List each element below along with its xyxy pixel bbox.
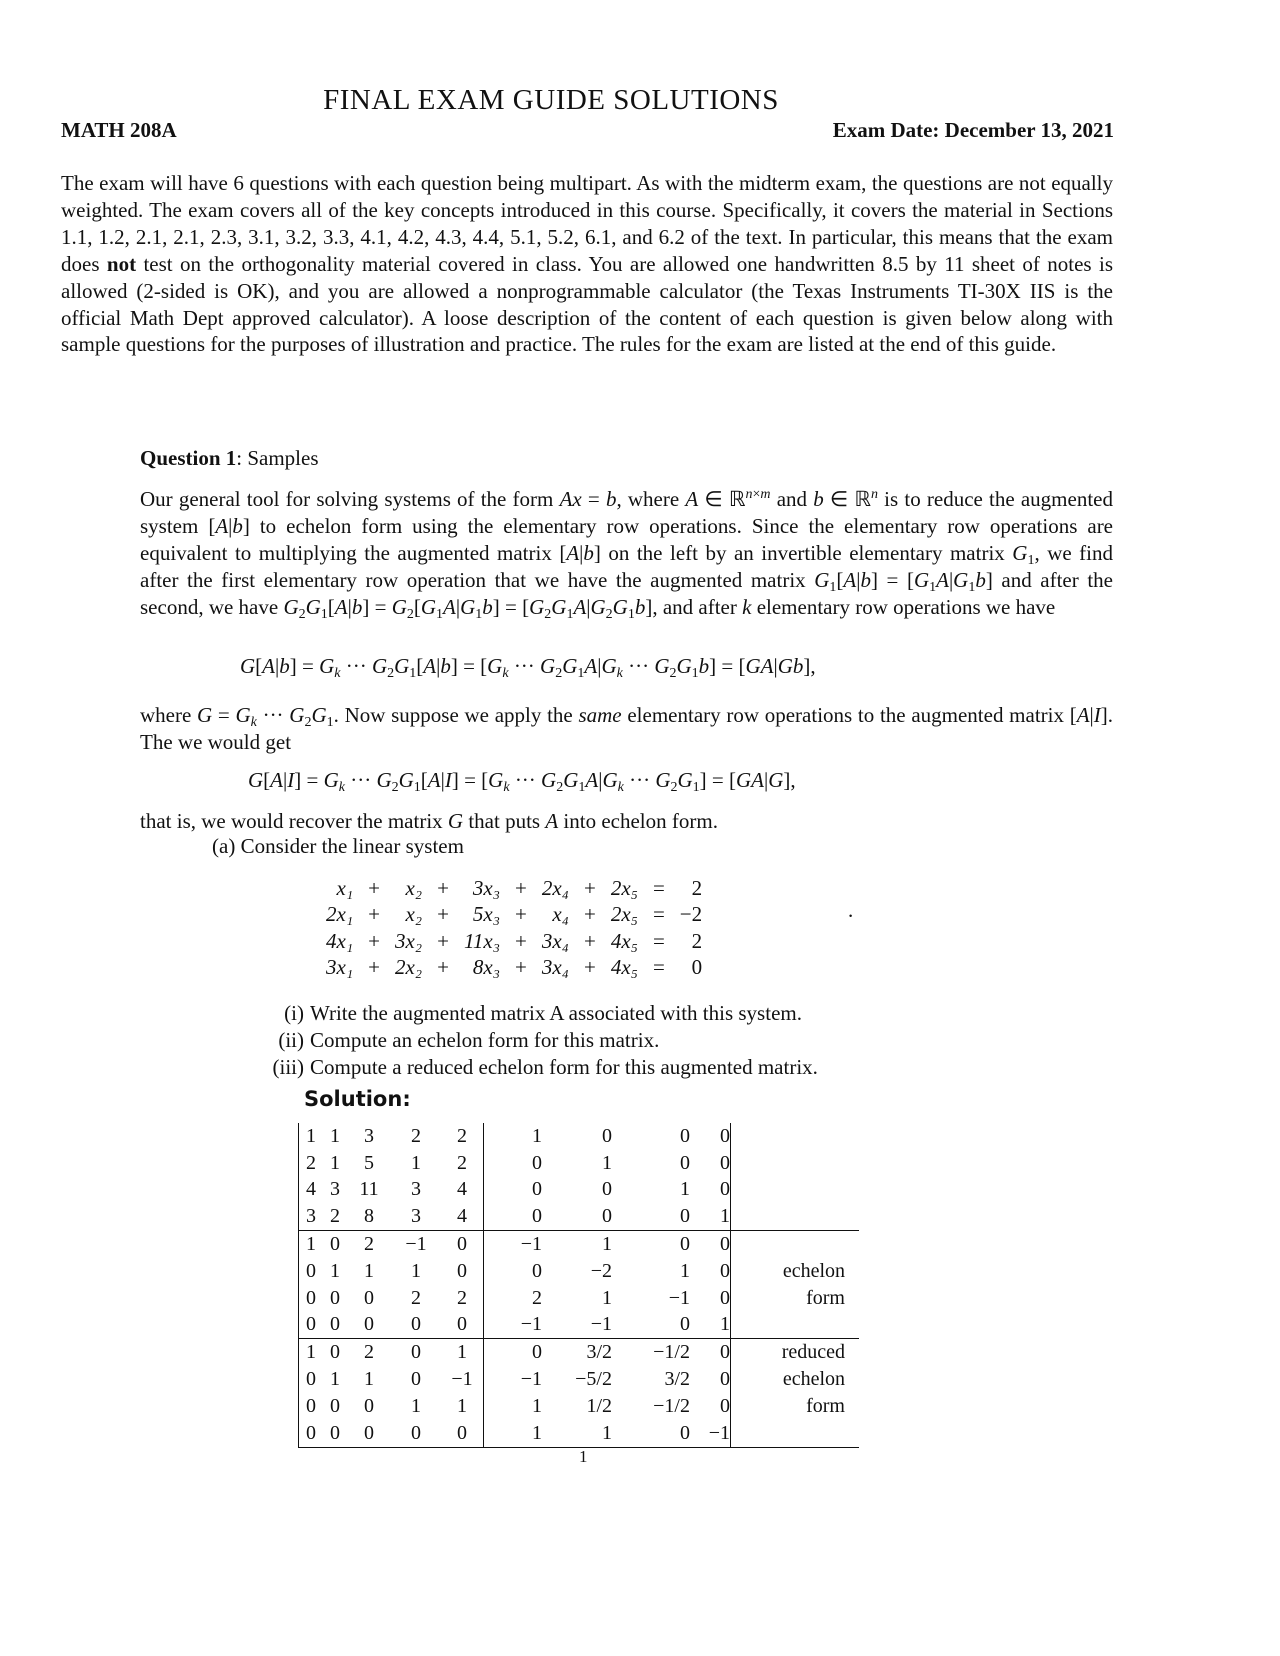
matrix-cell: −1/2 [612,1339,690,1366]
matrix-cell: 0 [457,1313,467,1336]
matrix-row-label: form [731,1393,860,1420]
system-term: x₄ [552,902,569,927]
q1-text: , we find after the first elementary row operation that we have the augmented matrix [140,540,1113,592]
system-row [320,928,708,955]
matrix-cell: 2 [484,1285,543,1312]
matrix-cell: 1 [299,1123,324,1150]
matrix-cell: 0 [457,1259,467,1282]
system-operator: + [515,875,527,900]
matrix-cell: 2 [411,1124,421,1147]
matrix-cell: −1 [690,1420,731,1447]
part-a-text: Consider the linear system [240,834,464,858]
matrix-row-label [731,1123,860,1150]
intro-paragraph [61,170,1113,358]
part-a-label: (a) [212,834,236,858]
system-term: 11x₃ [463,928,501,953]
matrix-cell: 1 [299,1231,324,1258]
subpart-text: Compute an echelon form for this matrix. [310,1027,660,1052]
matrix-cell: −1/2 [653,1394,690,1417]
matrix-cell: 2 [457,1151,467,1174]
subpart-label: (iii) [272,1054,304,1079]
system-operator: + [437,875,449,900]
system-term: 3x₂ [394,928,423,953]
matrix-cell: 4 [457,1178,467,1201]
matrix-cell: 0 [720,1151,730,1174]
equation-gab: $G[A|b] = G_k$ ··· $G_2G_1[A|b] = [G_k$ ··· $G_2G_1A|G_k$ ··· $G_2G_1b] = [GA|Gb]$, [240,654,816,681]
system-operator: = [652,928,665,953]
matrix-cell: 0 [484,1258,543,1285]
matrix-cell: 0 [612,1420,690,1447]
matrix-cell: 2 [457,1286,467,1309]
system-term: 5x₃ [472,902,501,927]
matrix-cell: 0 [484,1339,543,1366]
matrix-cell: 1 [602,1286,612,1309]
matrix-cell: 1 [411,1259,421,1282]
matrix-cell: −1 [451,1368,473,1391]
matrix-cell: 2 [411,1286,421,1309]
matrix-cell: 1 [411,1394,421,1417]
matrix-cell: 0 [347,1420,391,1447]
system-term: 2x₁ [326,902,354,927]
matrix-cell: 0 [364,1313,374,1336]
matrix-cell: 3/2 [542,1339,612,1366]
system-operator: + [583,875,596,900]
matrix-cell: 1 [457,1394,467,1417]
matrix-cell: 1 [330,1259,340,1282]
matrix-cell: 0 [411,1313,421,1336]
matrix-cell: 8 [364,1205,374,1228]
system-term: 3x₄ [541,955,569,980]
q1-that-text: that puts [463,809,546,833]
system-term: 4x₅ [610,928,638,953]
page-title: FINAL EXAM GUIDE SOLUTIONS [323,84,779,116]
system-operator: = [652,902,665,927]
q1-text: , where [616,487,686,511]
linear-system [320,875,708,981]
matrix-cell: 2 [330,1205,340,1228]
q1-text: and after the second, we have [140,567,1113,619]
matrix-cell: 0 [690,1231,731,1258]
matrix-cell: 0 [364,1286,374,1309]
q1-text: is to reduce the augmented system [140,487,1113,538]
matrix-cell: 1/2 [586,1394,612,1417]
matrix-row-label [731,1150,860,1177]
matrix-row [299,1123,860,1150]
matrix-cell: 2 [299,1150,324,1177]
matrix-row-label [731,1203,860,1230]
matrix-cell: 0 [391,1420,441,1447]
matrix-cell: −1 [484,1366,543,1393]
matrix-cell: 0 [330,1394,340,1417]
course-code: MATH 208A [61,118,177,142]
matrix-cell: 1 [330,1368,340,1391]
matrix-cell: 2 [457,1124,467,1147]
matrix-cell: 0 [323,1231,347,1258]
matrix-cell: 0 [680,1313,690,1336]
system-term: x₁ [336,875,354,900]
solution-matrix [298,1123,859,1448]
subpart-ii [258,1027,818,1054]
matrix-cell: −2 [590,1259,612,1282]
subpart-text: Compute a reduced echelon form for this augmented matrix. [310,1054,818,1079]
matrix-row [299,1150,860,1177]
system-operator: + [368,955,380,980]
matrix-cell: 0 [680,1205,690,1228]
system-term: −2 [679,902,703,927]
matrix-cell: 0 [441,1420,484,1447]
system-operator: + [368,928,380,953]
subpart-label: (i) [284,1001,304,1025]
matrix-cell: 0 [680,1151,690,1174]
matrix-cell: 0 [323,1339,347,1366]
system-operator: + [515,928,527,953]
matrix-row-label [731,1231,860,1258]
matrix-row-label: echelon [731,1258,860,1285]
matrix-cell: 0 [720,1259,730,1282]
system-term: 4x₁ [326,928,354,953]
q1-where-text: where [140,703,198,727]
intro-bold-not: not [106,251,137,276]
matrix-row [299,1420,860,1447]
matrix-cell: 0 [602,1124,612,1147]
subpart-label: (ii) [278,1027,304,1052]
matrix-row [299,1339,860,1366]
matrix-row-label: form [731,1285,860,1312]
matrix-row-label [731,1420,860,1447]
matrix-cell: 0 [720,1368,730,1391]
system-term: x₂ [405,875,423,900]
system-operator: + [368,902,380,927]
q1-that-text: that is, we would recover the matrix [140,809,448,833]
matrix-row [299,1177,860,1204]
matrix-cell: 3/2 [664,1368,690,1391]
system-operator: + [437,955,449,980]
intro-text-1: The exam will have 6 questions with each question being multipart. As with the midterm exam, the questions are not equally weighted. The exam covers all of the key concepts introduced in this course. Specifically, it covers the material in Sections 1.1, 1.2, 2.1, 2.1, 2.3, 3.1, 3.2, 3.3, 4.1, 4.2, 4.3, 4.4, 5.1, 5.2, 6.1, and 6.2 of the text. In particular, this means that the exam does [61,171,1113,276]
page-number: 1 [579,1447,588,1466]
system-term: x₂ [405,902,423,927]
that-is-line: that is, we would recover the matrix G that puts A into echelon form. [140,809,718,833]
solution-label: Solution: [304,1087,411,1111]
where-paragraph: where $G = G_k$ ··· $G_2G_1$. Now suppose we apply the same elementary row operations to the augmented matrix [A|I]. The we would get [140,703,1114,754]
q1-text: , and after [652,594,743,619]
q1-that-text: into echelon form. [558,809,718,833]
system-operator: + [583,955,596,980]
matrix-cell: −1 [484,1312,543,1339]
matrix-cell: 0 [484,1177,543,1204]
matrix-cell: 0 [299,1393,324,1420]
matrix-cell: 0 [612,1231,690,1258]
matrix-cell: 0 [602,1205,612,1228]
matrix-cell: −1 [391,1231,441,1258]
matrix-cell: 0 [299,1285,324,1312]
matrix-row-label [731,1177,860,1204]
system-term: 2x₄ [541,875,569,900]
matrix-cell: 1 [330,1151,340,1174]
matrix-cell: 0 [441,1231,484,1258]
matrix-cell: 1 [680,1178,690,1201]
q1-where-text: elementary row operations to the augmented matrix [621,703,1070,727]
matrix-cell: 1 [364,1259,374,1282]
matrix-row [299,1258,860,1285]
matrix-cell: 3 [411,1205,421,1228]
matrix-row [299,1312,860,1339]
matrix-cell: 1 [484,1393,543,1420]
system-term: 2x₅ [610,902,638,927]
matrix-row [299,1231,860,1258]
matrix-row [299,1203,860,1230]
matrix-cell: 0 [330,1286,340,1309]
matrix-cell: 0 [720,1124,730,1147]
system-row [320,955,708,982]
system-row [320,875,708,902]
matrix-cell: 0 [391,1339,441,1366]
matrix-cell: 1 [330,1124,340,1147]
system-term: 0 [691,955,703,980]
subparts-list [258,1000,818,1081]
matrix-cell: 0 [602,1178,612,1201]
matrix-cell: 1 [484,1420,543,1447]
subpart-iii [258,1054,818,1081]
matrix-cell: 0 [299,1312,324,1339]
matrix-cell: 0 [299,1366,324,1393]
part-a [212,834,464,859]
system-term: 3x₄ [541,928,569,953]
matrix-row-label: echelon [731,1366,860,1393]
q1-text: to echelon form using the elementary row operations. Since the elementary row operations are equivalent to multiplying the augmented matrix [140,513,1114,565]
linear-system-table [320,875,708,981]
matrix-cell: −1 [590,1313,612,1336]
system-operator: + [515,902,527,927]
emphasis-same: same [578,703,622,727]
matrix-cell: 2 [347,1339,391,1366]
system-operator: = [652,875,665,900]
subpart-text: Write the augmented matrix A associated with this system. [310,1001,802,1025]
solution-table [298,1123,859,1448]
q1-text: on the left by an invertible elementary matrix [600,540,1013,565]
matrix-cell: 0 [484,1203,543,1230]
matrix-cell: 1 [484,1123,543,1150]
system-row [320,902,708,929]
system-term: 2x₂ [394,955,423,980]
matrix-cell: 0 [680,1124,690,1147]
q1-where-text: . Now suppose we apply the [333,703,579,727]
matrix-cell: 1 [542,1231,612,1258]
matrix-cell: 1 [364,1368,374,1391]
matrix-cell: 0 [364,1394,374,1417]
matrix-cell: 11 [359,1178,379,1201]
matrix-cell: 0 [484,1150,543,1177]
matrix-cell: 0 [690,1339,731,1366]
matrix-row [299,1393,860,1420]
matrix-cell: 1 [411,1151,421,1174]
q1-text: Our general tool for solving systems of the form [140,487,560,511]
system-term: 8x₃ [472,955,501,980]
system-period: . [848,898,854,922]
matrix-cell: 0 [720,1286,730,1309]
matrix-cell: 0 [330,1313,340,1336]
matrix-cell: 1 [680,1259,690,1282]
matrix-cell: 1 [542,1420,612,1447]
matrix-cell: 5 [364,1151,374,1174]
system-term: 2 [691,875,703,900]
equation-gai: $G[A|I] = G_k$ ··· $G_2G_1[A|I] = [G_k$ ··· $G_2G_1A|G_k$ ··· $G_2G_1] = [GA|G]$, [248,768,796,795]
matrix-cell: 2 [347,1231,391,1258]
system-operator: + [515,955,527,980]
matrix-cell: 1 [441,1339,484,1366]
matrix-cell: 3 [364,1124,374,1147]
matrix-cell: 4 [299,1177,324,1204]
matrix-row-label [731,1312,860,1339]
matrix-cell: 0 [299,1258,324,1285]
matrix-cell: −1 [484,1231,543,1258]
system-operator: + [368,875,380,900]
question-1-heading [140,446,319,471]
system-term: 3x₁ [326,955,354,980]
matrix-cell: 0 [411,1368,421,1391]
question-1-label: Question 1 [140,446,237,470]
matrix-cell: −5/2 [575,1368,612,1391]
system-operator: + [583,902,596,927]
matrix-cell: 1 [720,1205,730,1228]
q1-text: elementary row operations we have [751,594,1056,619]
matrix-cell: 1 [299,1339,324,1366]
intro-text-2: test on the orthogonality material covered in class. You are allowed one handwritten 8.5 by 11 sheet of notes is allowed (2-sided is OK), and you are allowed a nonprogrammable calculator (the Texas Instruments TI-30X IIS is the official Math Dept approved calculator). A loose description of the content of each question is given below along with sample questions for the purposes of illustration and practice. The rules for the exam are listed at the end of this guide. [61,251,1113,357]
matrix-cell: 1 [602,1151,612,1174]
question-1-suffix: : Samples [236,446,319,470]
system-term: 2x₅ [610,875,638,900]
matrix-cell: 0 [720,1394,730,1417]
q1-text: and [770,487,814,511]
matrix-cell: 3 [330,1178,340,1201]
system-term: 2 [691,928,703,953]
matrix-cell: 3 [411,1178,421,1201]
matrix-cell: 0 [323,1420,347,1447]
matrix-cell: 4 [457,1205,467,1228]
system-operator: + [437,928,449,953]
question-1-paragraph: Our general tool for solving systems of the form Ax = b, where A ∈ ℝ$^{n\times m}$ and b ∈ ℝ$^n$ is to reduce the augmented system [A|b] to echelon form using the elementary row operations. Since the elementary row operations are equivalent to multiplying the augmented matrix [A|b] on the left by an invertible elementary matrix $G_1$, we find after the first elementary row operation that we have the augmented matrix $G_1[A|b] = [G_1A|G_1b]$ and after the second, we have $G_2G_1[A|b] = G_2[G_1A|G_1b] = [G_2G_1A|G_2G_1b]$, and after k elementary row operations we have [140,487,1114,622]
matrix-row-label: reduced [731,1339,860,1366]
matrix-cell: 0 [720,1178,730,1201]
system-operator: + [437,902,449,927]
matrix-cell: −1 [668,1286,690,1309]
matrix-cell: 1 [720,1313,730,1336]
matrix-cell: 3 [299,1203,324,1230]
system-operator: = [652,955,665,980]
q1-where-text: . The we would get [140,703,1114,754]
system-operator: + [583,928,596,953]
matrix-row [299,1285,860,1312]
system-term: 3x₃ [472,875,501,900]
matrix-cell: 0 [299,1420,324,1447]
exam-date: Exam Date: December 13, 2021 [832,118,1114,142]
matrix-row [299,1366,860,1393]
system-term: 4x₅ [610,955,638,980]
subpart-i [258,1000,818,1027]
